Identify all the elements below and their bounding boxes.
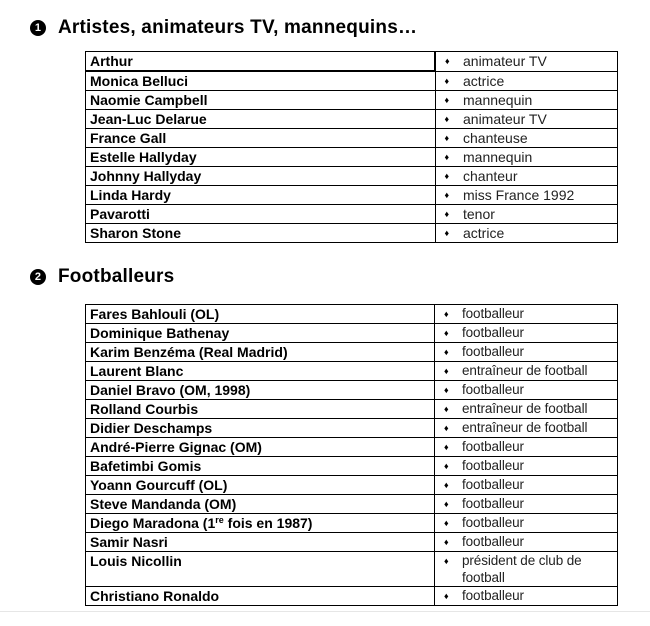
table-row <box>86 362 618 381</box>
table-row <box>86 71 618 91</box>
bullet-icon: ♦ <box>435 419 459 438</box>
person-role: footballeur <box>458 381 618 400</box>
table-row <box>86 533 618 552</box>
bullet-icon: ♦ <box>435 438 459 457</box>
bullet-icon: ♦ <box>435 186 459 205</box>
person-name: Karim Benzéma (Real Madrid) <box>86 343 435 362</box>
table-row <box>86 400 618 419</box>
person-role: chanteur <box>459 167 618 186</box>
table-row <box>86 110 618 129</box>
bullet-icon: ♦ <box>435 514 459 533</box>
table-row <box>86 52 618 72</box>
person-role: footballeur <box>458 324 618 343</box>
bullet-icon: ♦ <box>435 71 459 91</box>
bullet-icon: ♦ <box>435 91 459 110</box>
bullet-icon: ♦ <box>435 533 459 552</box>
person-name: Yoann Gourcuff (OL) <box>86 476 435 495</box>
page-bottom-divider <box>0 611 650 612</box>
person-name: Pavarotti <box>86 205 436 224</box>
person-name: Monica Belluci <box>86 71 436 91</box>
bullet-icon: ♦ <box>435 324 459 343</box>
person-role: footballeur <box>458 514 618 533</box>
person-name <box>86 514 435 533</box>
person-role: footballeur <box>458 533 618 552</box>
table-row <box>86 587 618 606</box>
table-row <box>86 476 618 495</box>
person-name: Louis Nicollin <box>86 552 435 587</box>
bullet-icon: ♦ <box>435 110 459 129</box>
bullet-icon: ♦ <box>435 148 459 167</box>
person-role: footballeur <box>458 343 618 362</box>
person-name: André-Pierre Gignac (OM) <box>86 438 435 457</box>
table-row <box>86 495 618 514</box>
person-role: entraîneur de football <box>458 400 618 419</box>
bullet-icon: ♦ <box>435 457 459 476</box>
bullet-icon: ♦ <box>435 52 459 72</box>
person-name: Samir Nasri <box>86 533 435 552</box>
artistes-table <box>85 51 618 243</box>
name-superscript: re <box>215 515 224 525</box>
table-row <box>86 457 618 476</box>
person-role: animateur TV <box>459 110 618 129</box>
table-row <box>86 129 618 148</box>
bullet-icon: ♦ <box>435 205 459 224</box>
bullet-icon: ♦ <box>435 167 459 186</box>
bullet-icon: ♦ <box>435 343 459 362</box>
section-heading-artistes <box>30 17 417 39</box>
bullet-icon: ♦ <box>435 552 459 587</box>
person-role: mannequin <box>459 91 618 110</box>
bullet-icon: ♦ <box>435 224 459 243</box>
person-name: Johnny Hallyday <box>86 167 436 186</box>
person-name: Estelle Hallyday <box>86 148 436 167</box>
person-name: Arthur <box>86 52 436 72</box>
name-main: Diego Maradona (1 <box>90 515 216 531</box>
person-role: footballeur <box>458 438 618 457</box>
section-heading-footballeurs <box>30 266 174 288</box>
person-name: France Gall <box>86 129 436 148</box>
person-role: président de club de football <box>458 552 618 587</box>
person-name: Daniel Bravo (OM, 1998) <box>86 381 435 400</box>
table-row <box>86 224 618 243</box>
bullet-icon: ♦ <box>435 362 459 381</box>
person-name: Rolland Courbis <box>86 400 435 419</box>
bullet-icon: ♦ <box>435 129 459 148</box>
person-role: footballeur <box>458 305 618 324</box>
footballeurs-table <box>85 304 618 606</box>
table-row <box>86 343 618 362</box>
person-name: Linda Hardy <box>86 186 436 205</box>
table-row <box>86 552 618 587</box>
person-name: Steve Mandanda (OM) <box>86 495 435 514</box>
table-row <box>86 514 618 533</box>
person-role: footballeur <box>458 476 618 495</box>
table-row <box>86 305 618 324</box>
person-name: Jean-Luc Delarue <box>86 110 436 129</box>
person-name: Fares Bahlouli (OL) <box>86 305 435 324</box>
person-role: entraîneur de football <box>458 419 618 438</box>
person-name: Didier Deschamps <box>86 419 435 438</box>
person-role: footballeur <box>458 457 618 476</box>
person-role: entraîneur de football <box>458 362 618 381</box>
table-row <box>86 438 618 457</box>
section-title: Artistes, animateurs TV, mannequins… <box>58 17 418 38</box>
table-row <box>86 419 618 438</box>
person-role: chanteuse <box>459 129 618 148</box>
person-name: Sharon Stone <box>86 224 436 243</box>
person-role: miss France 1992 <box>459 186 618 205</box>
person-name: Naomie Campbell <box>86 91 436 110</box>
person-name: Laurent Blanc <box>86 362 435 381</box>
bullet-icon: ♦ <box>435 305 459 324</box>
person-name: Dominique Bathenay <box>86 324 435 343</box>
table-row <box>86 324 618 343</box>
bullet-icon: ♦ <box>435 587 459 606</box>
table-row <box>86 167 618 186</box>
person-role: actrice <box>459 71 618 91</box>
bullet-icon: ♦ <box>435 381 459 400</box>
table-row <box>86 381 618 400</box>
table-row <box>86 186 618 205</box>
table-row <box>86 91 618 110</box>
person-role: actrice <box>459 224 618 243</box>
person-role: footballeur <box>458 495 618 514</box>
bullet-icon: ♦ <box>435 476 459 495</box>
number-badge: 2 <box>30 269 46 285</box>
number-badge: 1 <box>30 20 46 36</box>
person-role: footballeur <box>458 587 618 606</box>
person-role: mannequin <box>459 148 618 167</box>
person-name: Christiano Ronaldo <box>86 587 435 606</box>
bullet-icon: ♦ <box>435 400 459 419</box>
table-row <box>86 148 618 167</box>
bullet-icon: ♦ <box>435 495 459 514</box>
person-name: Bafetimbi Gomis <box>86 457 435 476</box>
table-row <box>86 205 618 224</box>
name-tail: fois en 1987) <box>223 515 313 531</box>
person-role: tenor <box>459 205 618 224</box>
section-title: Footballeurs <box>58 266 175 287</box>
person-role: animateur TV <box>459 52 618 72</box>
